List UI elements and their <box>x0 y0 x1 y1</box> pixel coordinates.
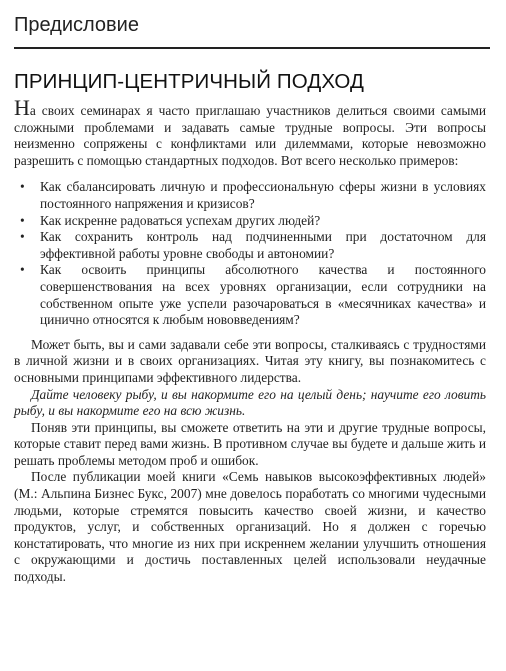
list-item-text: Как сбалансировать личную и профессиональную сферы жизни в условиях постоянного напряжения и кризисов? <box>40 179 486 211</box>
paragraph: Поняв эти принципы, вы сможете ответить на эти и другие трудные вопросы, которые ставит перед вами жизнь. В противном случае вы будете и дальше жить и решать проблемы методом проб и ошибок. <box>14 419 486 468</box>
quote-paragraph: Дайте человеку рыбу, и вы накормите его на целый день; научите его ловить рыбу, и вы накормите его на всю жизнь. <box>14 386 486 419</box>
list-item <box>14 262 486 328</box>
list-item-text: Как сохранить контроль над подчиненными при достаточном для эффективной работы уровне свободы и автономии? <box>40 229 486 261</box>
list-item <box>14 229 486 262</box>
list-item <box>14 213 486 230</box>
bullet-icon: • <box>20 212 25 228</box>
list-item-text: Как искренне радоваться успехам других людей? <box>40 212 321 228</box>
bullet-icon: • <box>20 229 25 245</box>
list-item <box>14 179 486 212</box>
running-head: Предисловие <box>14 14 139 36</box>
paragraph: После публикации моей книги «Семь навыков высокоэффективных людей» (М.: Альпина Бизнес Букс, 2007) мне довелось поработать со многими чудесными людьми, которые стремятся повысить качество своей жизни, и качество продуктов, услуг, и собственных организаций. Но я должен с горечью констатировать, что многие из них при искреннем желании улучшить отношения с окружающими и достичь поставленных целей использовали неудачные подходы. <box>14 469 486 585</box>
header-rule <box>14 47 490 49</box>
bullet-icon: • <box>20 262 25 278</box>
intro-paragraph <box>14 95 486 169</box>
bullet-icon: • <box>20 179 25 195</box>
intro-text: а своих семинарах я часто приглашаю участников делиться своими самыми сложными проблемами и задавать самые трудные вопросы. Эти вопросы неизменно сопряжены с конфликтами или дилеммами, которые невозможно разрешить с помощью стандартных подходов. Вот всего несколько примеров: <box>14 103 486 168</box>
question-list <box>14 179 486 328</box>
chapter-title: ПРИНЦИП-ЦЕНТРИЧНЫЙ ПОДХОД <box>14 70 365 93</box>
drop-cap: Н <box>14 95 30 120</box>
list-item-text: Как освоить принципы абсолютного качества и постоянного совершенствования на всех уровнях организации, если сотрудники на собственном опыте уже успели разочароваться в «месячниках качества» и цинично относятся к любым нововведениям? <box>40 262 486 328</box>
body-text <box>14 95 486 586</box>
paragraph: Может быть, вы и сами задавали себе эти вопросы, сталкиваясь с трудностями в личной жизни и в своих организациях. Читая эту книгу, вы познакомитесь с основными принципами эффективного лидерства. <box>14 336 486 385</box>
